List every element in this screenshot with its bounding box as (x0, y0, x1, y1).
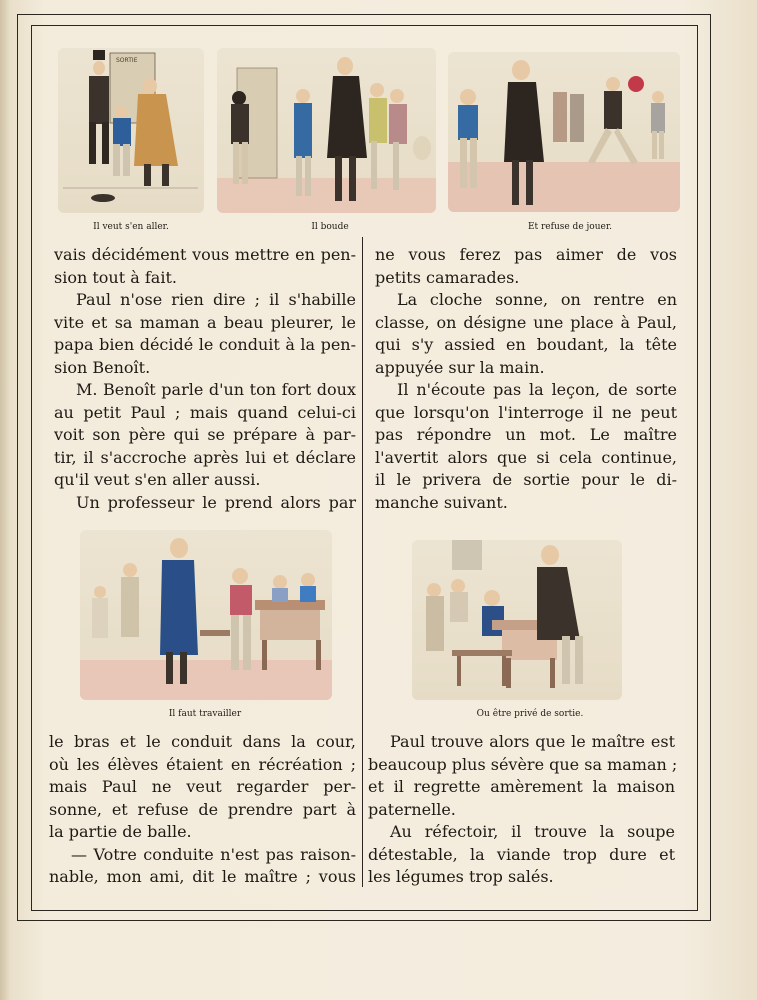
column-right-bottom (368, 731, 678, 889)
column-left-bottom (49, 731, 356, 889)
text-line: au petit Paul ; mais quand celui-ci (54, 402, 356, 422)
text-line: tir, il s'accroche après lui et déclare (54, 447, 356, 467)
column-divider (362, 237, 363, 887)
caption-top-3: Et refuse de jouer. (527, 222, 613, 232)
text-line: La cloche sonne, on rentre en (397, 290, 677, 309)
text-line: et il regrette amèrement la maison (368, 777, 675, 796)
caption-bottom-2: Ou être privé de sortie. (476, 709, 584, 719)
illustration-deprived (412, 540, 622, 700)
text-line: Un professeur le prend alors par (76, 492, 356, 512)
text-line: il le privera de sortie pour le di- (375, 470, 677, 489)
caption-bottom-1: Il faut travailler (168, 709, 242, 719)
text-line: classe, on désigne une place à Paul, (375, 312, 677, 332)
caption-top-2: Il boude (311, 222, 349, 232)
text-line: qu'il veut s'en aller aussi. (54, 470, 261, 489)
text-line: sion Benoît. (54, 357, 151, 377)
text-line: beaucoup plus sévère que sa maman ; (368, 754, 678, 774)
text-line: que lorsqu'on l'interroge il ne peut (375, 402, 677, 422)
text-line: vite et sa maman a beau pleurer, le (54, 312, 356, 332)
sortie-sign: SORTIE (116, 57, 138, 64)
illustration-work (80, 530, 332, 700)
text-line: sion tout à fait. (54, 267, 177, 287)
text-line: mais Paul ne veut regarder per- (49, 777, 356, 796)
text-line: vais décidément vous mettre en pen- (54, 245, 356, 264)
text-line: pas répondre un mot. Le maître (375, 425, 677, 444)
text-line: qui s'y assied en boudant, la tête (375, 335, 677, 354)
text-line: le bras et le conduit dans la cour, (49, 732, 356, 751)
text-line: sonne, et refuse de prendre part à (49, 799, 356, 819)
caption-top-1: Il veut s'en aller. (93, 222, 169, 232)
text-line: Paul n'ose rien dire ; il s'habille (76, 290, 356, 309)
text-line: la partie de balle. (49, 822, 192, 841)
text-line: Paul trouve alors que le maître est (390, 732, 675, 751)
spine-shadow (0, 0, 10, 1000)
text-line: voit son père qui se prépare à par- (54, 425, 356, 444)
text-line: où les élèves étaient en récréation ; (49, 754, 356, 774)
illustration-refuse-play (448, 52, 680, 212)
text-line: appuyée sur la main. (375, 357, 545, 377)
text-line: papa bien décidé le conduit à la pen- (54, 335, 356, 354)
text-line: Il n'écoute pas la leçon, de sorte (397, 380, 677, 399)
text-line: M. Benoît parle d'un ton fort doux (76, 380, 356, 399)
illustration-sulk (217, 48, 436, 213)
ball (628, 76, 644, 92)
text-line: — Votre conduite n'est pas raison- (71, 844, 356, 864)
text-line: nable, mon ami, dit le maître ; vous (49, 867, 356, 886)
column-right-top (375, 244, 677, 514)
illustration-leave (58, 48, 204, 213)
text-line: l'avertit alors que si cela continue, (375, 447, 677, 467)
text-line: paternelle. (368, 799, 456, 819)
column-left-top (54, 244, 356, 514)
text-line: ne vous ferez pas aimer de vos (375, 245, 677, 264)
text-line: les légumes trop salés. (368, 867, 554, 886)
text-line: petits camarades. (375, 267, 520, 287)
text-line: détestable, la viande trop dure et (368, 844, 675, 864)
text-line: manche suivant. (375, 492, 508, 512)
text-line: Au réfectoir, il trouve la soupe (390, 822, 675, 841)
